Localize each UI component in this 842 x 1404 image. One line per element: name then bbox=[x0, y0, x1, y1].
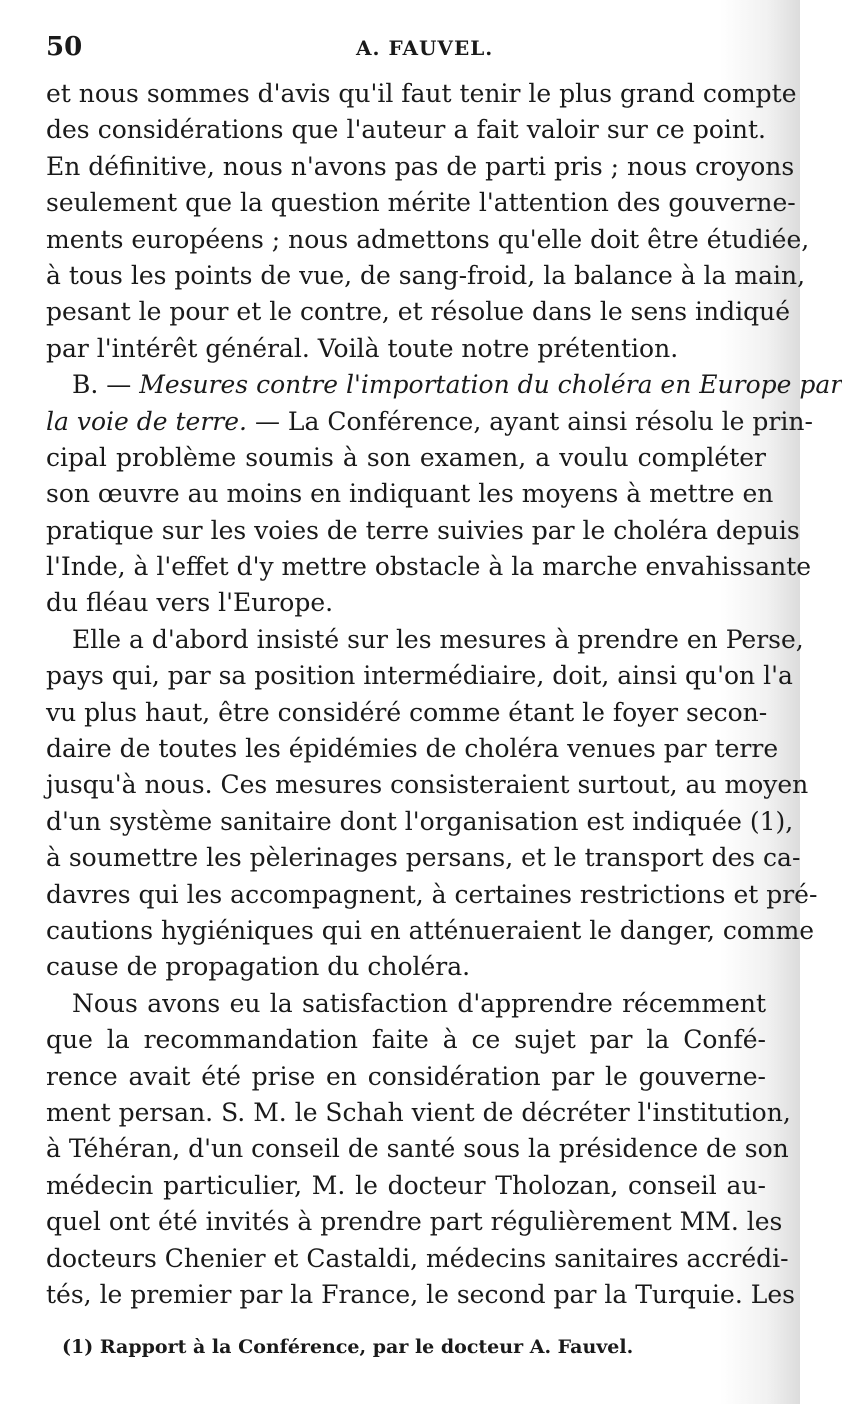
text-line: par l'intérêt général. Voilà toute notre prétention. bbox=[46, 333, 679, 363]
text-line: quel ont été invités à prendre part régulièrement MM. les bbox=[46, 1207, 783, 1237]
text-line: docteurs Chenier et Castaldi, médecins sanitaires accrédi- bbox=[46, 1243, 789, 1273]
text-line: Elle a d'abord insisté sur les mesures à prendre en Perse, bbox=[72, 624, 804, 654]
section-heading-line bbox=[46, 367, 842, 403]
text-line: et nous sommes d'avis qu'il faut tenir le plus grand compte bbox=[46, 79, 797, 108]
text-line: ment persan. S. M. le Schah vient de décréter l'institution, bbox=[46, 1097, 791, 1127]
text-line: cipal problème soumis à son examen, a voulu compléter bbox=[46, 442, 766, 472]
text-line: pays qui, par sa position intermédiaire, doit, ainsi qu'on l'a bbox=[46, 661, 793, 691]
text-line: que la recommandation faite à ce sujet par la Confé- bbox=[46, 1025, 766, 1055]
text-line: cause de propagation du choléra. bbox=[46, 952, 471, 982]
text-line: rence avait été prise en considération par le gouverne- bbox=[46, 1061, 766, 1091]
text-line: Nous avons eu la satisfaction d'apprendre récemment bbox=[72, 988, 766, 1018]
text-line: tés, le premier par la France, le second par la Turquie. Les bbox=[46, 1279, 795, 1309]
text-line: cautions hygiéniques qui en atténueraient le danger, comme bbox=[46, 915, 815, 945]
text-line: son œuvre au moins en indiquant les moyens à mettre en bbox=[46, 479, 774, 509]
text-line: daire de toutes les épidémies de choléra venues par terre bbox=[46, 734, 779, 764]
text-line: ments européens ; nous admettons qu'elle doit être étudiée, bbox=[46, 224, 810, 254]
text-line: jusqu'à nous. Ces mesures consisteraient surtout, au moyen bbox=[46, 770, 809, 800]
text-line: du fléau vers l'Europe. bbox=[46, 588, 334, 618]
text-line: pratique sur les voies de terre suivies par le choléra depuis bbox=[46, 515, 800, 545]
text-line: d'un système sanitaire dont l'organisation est indiquée (1), bbox=[46, 806, 794, 836]
text-line: davres qui les accompagnent, à certaines restrictions et pré- bbox=[46, 879, 818, 909]
text-line bbox=[46, 404, 813, 440]
text-line: seulement que la question mérite l'attention des gouverne- bbox=[46, 188, 796, 218]
text-line: médecin particulier, M. le docteur Tholozan, conseil au- bbox=[46, 1170, 766, 1200]
text-span: — La Conférence, ayant ainsi résolu le prin- bbox=[247, 406, 813, 436]
text-line: à tous les points de vue, de sang-froid, la balance à la main, bbox=[46, 260, 806, 290]
text-line: l'Inde, à l'effet d'y mettre obstacle à la marche envahissante bbox=[46, 552, 812, 582]
text-line: En définitive, nous n'avons pas de parti pris ; nous croyons bbox=[46, 151, 795, 181]
text-line: à soumettre les pèlerinages persans, et le transport des ca- bbox=[46, 843, 801, 873]
page-number: 50 bbox=[46, 32, 83, 62]
footnote: (1) Rapport à la Conférence, par le docteur A. Fauvel. bbox=[62, 1336, 634, 1358]
page-header bbox=[46, 32, 766, 68]
section-title-cont: la voie de terre. bbox=[46, 406, 247, 436]
section-label: B. — bbox=[72, 370, 140, 400]
text-line: des considérations que l'auteur a fait valoir sur ce point. bbox=[46, 115, 766, 145]
body-text bbox=[46, 76, 842, 1313]
text-line: vu plus haut, être considéré comme étant le foyer secon- bbox=[46, 697, 768, 727]
text-line: pesant le pour et le contre, et résolue dans le sens indiqué bbox=[46, 297, 791, 327]
section-title: Mesures contre l'importation du choléra en Europe par bbox=[139, 370, 842, 400]
text-line: à Téhéran, d'un conseil de santé sous la présidence de son bbox=[46, 1134, 789, 1164]
running-head: A. FAUVEL. bbox=[356, 36, 494, 60]
